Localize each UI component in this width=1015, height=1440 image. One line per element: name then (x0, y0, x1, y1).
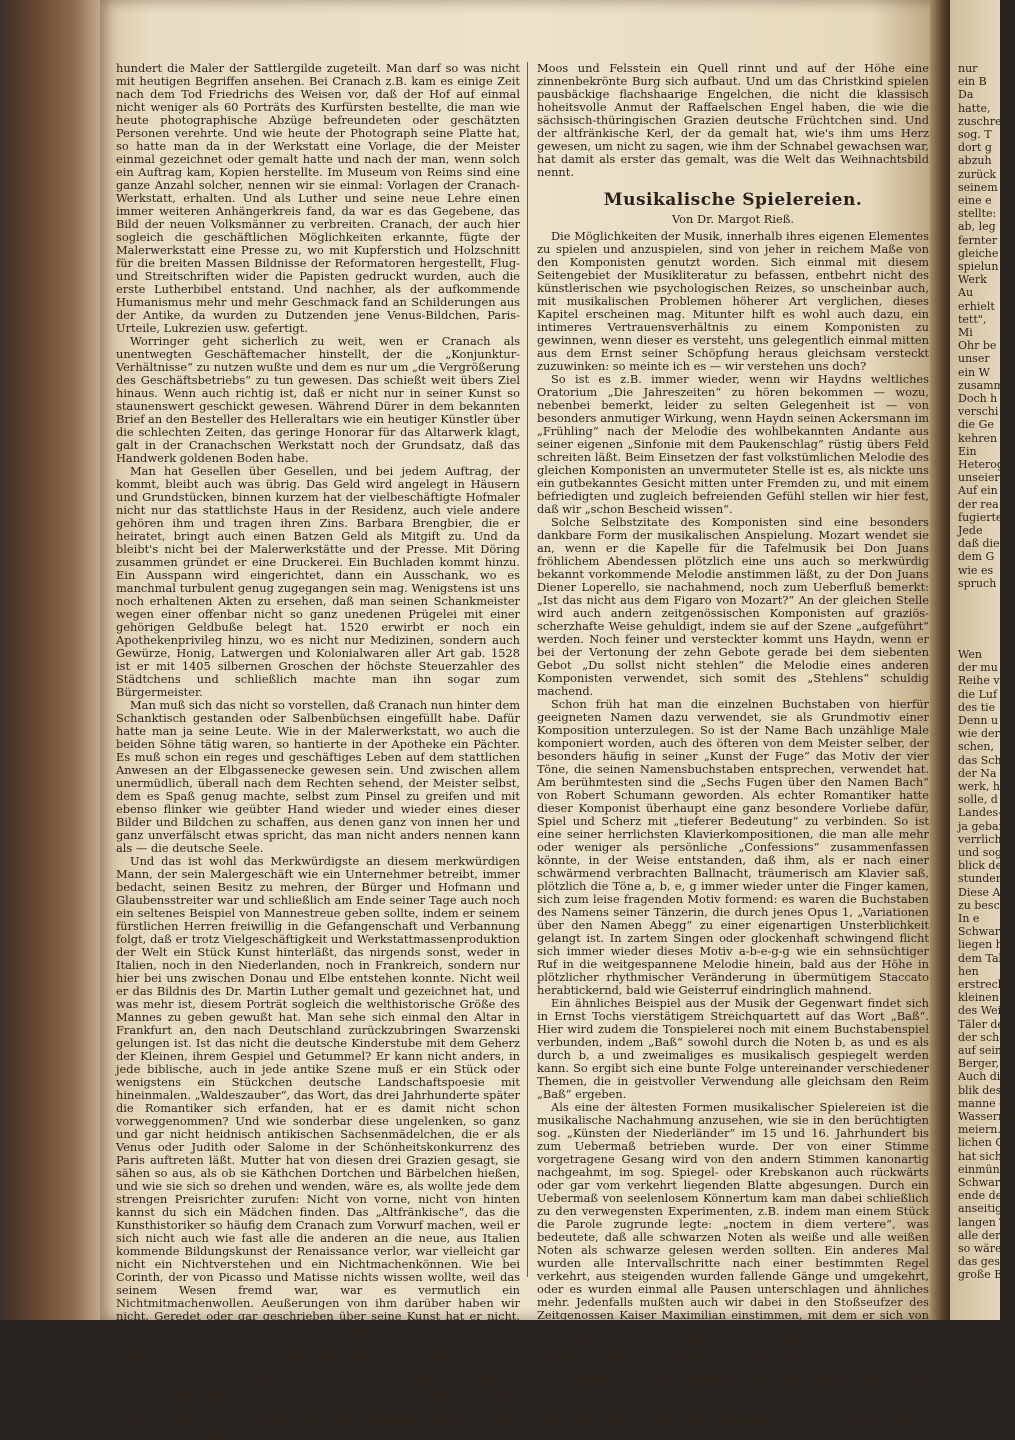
adjacent-page-line: ein B (958, 75, 987, 89)
adjacent-page-line: Mi (958, 326, 973, 339)
adjacent-page-line: daß die (958, 537, 1000, 551)
adjacent-page-line: Heterog (958, 458, 1004, 471)
paragraph: So ist es z.B. immer wieder, wenn wir Haydns weltliches Oratorium „Die Jahreszeiten“ zu hören bekommen — wozu, nebenbei bemerkt, leider zu selten Gelegenheit ist — von besonders anmutiger Wirkung, wenn Haydn seinen Ackersmann im „Frühling“ nach der Melodie des wohlbekannten Andante aus seiner eigenen „Sinfonie mit dem Paukenschlag“ rüstig übers Feld schreiten läßt. Beim Einsetzen der fast volkstümlichen Melodie des gleichen Komponisten an unvermuteter Stelle ist es, als nickte uns ein gutbekanntes Gesicht mitten unter Fremden zu, und mit einem befriedigten und zugleich befreienden Gefühl stellen wir hier fest, daß wir „schon Bescheid wissen“. (537, 372, 929, 516)
adjacent-page-line: meiern. (958, 1123, 1001, 1137)
adjacent-page-line: abzuh (958, 154, 992, 168)
adjacent-page-line: wie der (958, 727, 1000, 741)
adjacent-page-line: unser (958, 352, 990, 366)
adjacent-page-line: stunden (958, 872, 1003, 886)
paragraph: Schon früh hat man die einzelnen Buchstaben von hierfür geeigneten Namen dazu verwendet, sie als Grundmotiv einer Komposition unterzulegen. So ist der Name Bach unzählige Male komponiert worden, auch des öfteren von dem Meister selber, der besonders häufig in seiner „Kunst der Fuge“ das Motiv der vier Töne, die seinen Namensbuchstaben entsprechen, verwendet hat. Am berühmtesten sind die „Sechs Fugen über den Namen Bach“ von Robert Schumann geworden. Als echter Romantiker hatte dieser Komponist überhaupt eine ganz besondere Vorliebe dafür, Spiel und Scherz mit „tieferer Bedeutung“ zu verbinden. So ist eine seiner herrlichsten Klavierkompositionen, die man alle mehr oder weniger als persönliche „Confessions“ zusammenfassen könnte, in der Weise entstanden, daß ihm, als er nach einer schwärmend verbrachten Ballnacht, träumerisch am Klavier saß, plötzlich die Töne a, b, e, g immer wieder unter die Finger kamen, sich zum leise fragenden Motiv formend: es waren die Buchstaben des Namens seiner Tänzerin, die durch jenes Opus 1, „Variationen über den Namen Abegg“ zu einer eigenartigen Unsterblichkeit gelangt ist. In zartem Singen oder glockenhaft schwingend flicht sich immer wieder dieses Motiv a-b-e-g-g wie ein sehnsüchtiger Ruf in die weitgespannene Melodie hinein, bald aus der Höhe in plötzlicher rhythmischer Veränderung in übermütigem Staccato herabtickernd, bald wie Geisterruf eindringlich mahnend. (537, 697, 929, 997)
adjacent-page-line: unseier (958, 471, 1000, 485)
adjacent-page-line: tett", (958, 312, 987, 326)
paragraph: Die Möglichkeiten der Musik, innerhalb ihres eigenen Elementes zu spielen und anzuspielen, sind von jeher in reichem Maße von den Komponisten genutzt worden. Sich einmal mit diesem Seitengebiet der Musikliteratur zu befassen, entbehrt nicht des künstlerischen wie psychologischen Reizes, so unscheinbar auch, mit musikalischen Problemen höherer Art verglichen, dieses Kapitel erscheinen mag. Mitunter hilft es wohl auch dazu, ein intimeres Vertrauensverhältnis zu einem Komponisten zu gewinnen, wenn dieser es versteht, uns gelegentlich einmal mitten aus dem Ernst seiner Schöpfung heraus gleichsam versteckt zuzuwinken: so meinte ich es — wir verstehen uns doch? (537, 229, 929, 373)
adjacent-page-line: lichen C (958, 1136, 1004, 1150)
adjacent-page-line: zu besch (958, 898, 1007, 912)
adjacent-page-line: blick de (958, 859, 1002, 873)
adjacent-page-line: so wäre (958, 1242, 1002, 1255)
adjacent-page-line: Landes- (958, 806, 1002, 820)
adjacent-page-line: zusamm (958, 378, 1004, 392)
adjacent-page-line: fernter (958, 233, 998, 247)
adjacent-page-line: langen T (958, 1215, 1007, 1229)
adjacent-page-line: der mu (958, 661, 998, 675)
adjacent-page-line: spruch (958, 576, 997, 590)
adjacent-page-line: wie es (958, 563, 994, 577)
adjacent-page-line: Schwarz (958, 925, 1006, 939)
adjacent-page-line: Ohr be (958, 339, 997, 353)
adjacent-page-line: blik des (958, 1083, 1002, 1097)
adjacent-page-line: dem Tal (958, 951, 1003, 965)
adjacent-page-line: Da (958, 88, 974, 102)
column-divider (527, 62, 528, 1277)
adjacent-page-line: des tie (958, 700, 996, 714)
paragraph: Man muß sich das nicht so vorstellen, daß Cranach nun hinter dem Schanktisch gestanden oder Salbenbüchsen eingefüllt habe. Dafür hatte man ja seine Leute. Wie in der Malerwerkstatt, wo auch die beiden Söhne tätig waren, so hantierte in der Apotheke ein Pächter. Es muß schon ein reges und geschäftiges Leben auf dem stattlichen Anwesen an der Elbgassenecke gewesen sein. Und zwischen allem unermüdlich, überall nach dem Rechten sehend, der Meister selbst, dem es Spaß genug machte, selbst zum Pinsel zu greifen und mit ebenso flinker wie geübter Hand wieder und wieder eines dieser Bilder und Bildchen zu schaffen, aus denen ganz von innen her und ganz unverfälscht etwas spricht, das man nicht anders nennen kann als — die deutsche Seele. (116, 698, 520, 855)
paragraph: Solche Selbstzitate des Komponisten sind eine besonders dankbare Form der musikalischen Anspielung. Mozart wendet sie an, wenn er die Kapelle für die Tafelmusik bei Don Juans fröhlichem Abendessen plötzlich eine uns auch so merkwürdig bekannt vorkommende Melodie anstimmen läßt, zu der Don Juans Diener Loperello, sie nachahmend, noch zum Ueberfluß bemerkt: „Ist das nicht aus dem Figaro von Mozart?“ An der gleichen Stelle wird auch andern zeitgenössischen Komponisten auf graziös-scherzhafte Weise gehuldigt, indem sie auf der Szene „aufgeführt“ werden. Noch feiner und versteckter kommt uns Haydn, wenn er bei der Vertonung der zehn Gebote gerade bei dem siebenten Gebot „Du sollst nicht stehlen“ die Melodie eines anderen Komponisten verwendet, sich somit des „Stehlens“ schuldig machend. (537, 515, 929, 698)
adjacent-page-line: schen, (958, 740, 994, 754)
adjacent-page-line: Doch h (958, 392, 998, 405)
adjacent-page-line: auf sein (958, 1044, 1002, 1057)
adjacent-page-line: dort g (958, 141, 992, 155)
adjacent-page-line: Berger, (958, 1057, 999, 1071)
paragraph: Und das ist wohl das Merkwürdigste an diesem merkwürdigen Mann, der sein Malergeschäft wie ein Unternehmer betreibt, immer bedacht, seinen Besitz zu mehren, der Bürger und Hofmann und Glaubensstreiter war und schließlich am Ende seiner Tage auch noch ein seltenes Beispiel von Mannestreue geben sollte, indem er seinem fürstlichen Herren freiwillig in die Gefangenschaft und Verbannung folgt, daß er trotz Vielgeschäftigkeit und Werkstattmassenproduktion der Welt ein Stück Kunst hinterläßt, das nirgends sonst, weder in Italien, noch in den Niederlanden, noch in Frankreich, sondern nur hier bei uns zwischen Donau und Elbe entstehen konnte. Nicht weil er das Bildnis des Dr. Martin Luther gemalt und gezeichnet hat, und was mehr ist, diesem Porträt sogleich die welthistorische Größe des Mannes zu geben gewußt hat. Man sehe sich einmal den Altar in Frankfurt an, den nach Deutschland zurückzubringen Swarzenski gelungen ist. Ist das nicht die deutsche Kinderstube mit dem Geherz der Kleinen, ihrem Gespiel und Getummel? Er kann nicht anders, in jede biblische, auch in jede antike Szene muß er ein Stück oder wenigstens ein Stückchen deutsche Landschaftspoesie mit hineinmalen. „Waldeszauber“, das Wort, das drei Jahrhunderte später die Romantiker sich erfanden, hat er es damit nicht schon vorweggenommen? Und wie sonderbar diese ungelenken, so ganz und gar nicht heidnisch antikischen Sachsenmädelchen, die er als Venus oder Judith oder Salome in der Schönheitskonkurrenz des Paris auftreten läßt. Mutter hat von diesen drei Grazien gesagt, sie sähen so aus, als ob sie Käthchen Dortchen und Bärbelchen hießen, und wie sie sich so drehen und wenden, wäre es, als wollte jede dem strengen Preisrichter zurufen: Nicht von vorne, nicht von hinten kannst du sich ein Mädchen finden. Das „Altfränkische“, das die Kunsthistoriker so häufig dem Cranach zum Vorwurf machen, weil er sich nicht auch wie fast alle die anderen an die neue, aus Italien kommende Bildungskunst der Renaissance verlor, war vielleicht gar nicht ein Nichtverstehen und ein Nichtmachenkönnen. Wie bei Corinth, der von Picasso und Matisse nichts wissen wollte, weil das seinem Wesen fremd war, war es vermutlich ein Nichtmitmachenwollen. Aeußerungen von ihm darüber haben wir nicht. Geredet oder gar geschrieben über seine Kunst hat er nicht. Aber sieht man sein Werk, so will es einem scheinen, als ob er, der stattliche Mann, der so fest und sicher in seiner Welt drin stand, mitunter bei sich gedacht habe: „Mag sein, daß es etwas Großes ist um die Schönheit, die die Italiener jetzt wieder gefunden haben, aber für mich ist das nichts. Mich muß man schon so verbrauchen, wie ich nun mal gewachsen bin.“ Und dann hat er die mit dem hl. Joseph nach Aegypten fliehende Gottesmutter nicht im Wüstensand unter Palmen ruhen lassen, sondern unter einer Weihnachtstanne an einem Hang, wo zwischen (116, 854, 520, 1440)
adjacent-page-line: Schwarz (958, 1176, 1006, 1189)
adjacent-page-line: Wassermu (958, 1110, 1015, 1123)
adjacent-page-line: spielun (958, 260, 999, 273)
adjacent-page-line: Reihe v (958, 674, 1000, 688)
adjacent-page-line: Au (958, 286, 974, 300)
adjacent-page-line: Ein (958, 444, 977, 458)
adjacent-page-line: nur (958, 62, 978, 75)
adjacent-page-line: die Ge (958, 418, 994, 432)
adjacent-page-line: der Na (958, 766, 997, 780)
adjacent-page-line: das Sch (958, 753, 1002, 767)
paragraph: hundert die Maler der Sattlergilde zugeteilt. Man darf so was nicht mit heutigen Begriffen ansehen. Bei Cranach z.B. kam es einige Zeit nach dem Tod Friedrichs des Weisen vor, daß der Hof auf einmal nicht weniger als 60 Porträts des Kurfürsten bestellte, die man wie heute photographische Abzüge befreundeten oder geschätzten Personen verehrte. Und wie heute der Photograph seine Platte hat, so hatte man da in der Werkstatt eine Vorlage, die der Meister einmal gezeichnet oder gemalt hatte und nach der man, wenn solch ein Auftrag kam, Kopien herstellte. Im Museum von Reims sind eine ganze Anzahl solcher, nennen wir sie einmal: Vorlagen der Cranach-Werkstatt, erhalten. Und als Luther und seine neue Lehre einen immer weiteren Anhängerkreis fand, da war es das Gegebene, das Bild der neuen Volksmänner zu verbreiten. Cranach, der auch hier sogleich die geschäftlichen Möglichkeiten erkannte, fügte der Malerwerkstatt eine Presse zu, wo mit Kupferstich und Holzschnitt für die breiten Massen Bildnisse der Reformatoren hergestellt, Flug- und Streitschriften wider die Papisten gedruckt wurden, auch die erste Lutherbibel entstand. Und nachher, als der aufkommende Humanismus mehr und mehr Geschmack fand an Schilderungen aus der Antike, da wurden zu Dutzenden jene Venus-Bildchen, Paris-Urteile, Lukrezien usw. gefertigt. (116, 61, 520, 335)
adjacent-page-line: hat sich (958, 1149, 1002, 1163)
adjacent-page-line: dem G (958, 550, 995, 564)
adjacent-page-line: stellte: (958, 207, 997, 221)
adjacent-page-line: einmünde (958, 1162, 1014, 1176)
adjacent-page-line: ja gebar (958, 819, 1004, 833)
adjacent-page-line: hen (958, 964, 979, 978)
paragraph: Moos und Felsstein ein Quell rinnt und auf der Höhe eine zinnenbekrönte Burg sich aufbaut. Und um das Christkind spielen pausbäckige flachshaarige Engelchen, die nicht die klassisch hoheitsvolle Anmut der Raffaelschen Engel haben, die wie die sächsisch-thüringischen Grazien deutsche Früchtchen sind. Und der altfränkische Kerl, der da gemalt hat, wie's ihm ums Herz gewesen, um nicht zu sagen, wie ihm der Schnabel gewachsen war, hat damit als erster das gemalt, was die Welt das Weihnachtsbild nennt. (537, 61, 929, 179)
adjacent-page-line: verschi (958, 405, 999, 419)
adjacent-page-line: der schon (958, 1030, 1013, 1044)
adjacent-page-line: große Ein (958, 1268, 1013, 1282)
adjacent-page-line: eine e (958, 194, 992, 207)
adjacent-page-line: Werk (958, 273, 987, 287)
book-binding (0, 0, 105, 1320)
adjacent-page-line: Denn u (958, 714, 999, 727)
adjacent-page-line: anseitig, (958, 1202, 1006, 1216)
paragraph: Einen rückwärts zu lesenden Kanon für drei Stimmen hat selbst noch Haydn als professionellen kontrapunktischen Kunststück der Universität Oxford zum Dank für seine Ernennung zum Doctor honoris causa gesandt. Ueberhaupt kommen wir bei den verschiedensten Arten der musikalischen Spielereien immer wieder auf Haydn, dessen frohe Laune — die freilich (537, 1360, 929, 1439)
adjacent-page-line: gleiche (958, 246, 999, 260)
adjacent-page-line: ende des (958, 1189, 1008, 1203)
paragraph: Ein ähnliches Beispiel aus der Musik der Gegenwart findet sich in Ernst Tochs vierstätigem Streichquartett auf das Wort „Baß“. Hier wird zudem die Tonspielerei noch mit einem Buchstabenspiel verbunden, indem „Baß“ sowohl durch die Noten b, as und es als durch b, a und zweimaliges es musikalisch gespiegelt werden kann. So ergibt sich eine bunte Folge untereinander verschiedener Themen, die in geistvoller Verwendung alle gleichsam den Reim „Baß“ ergeben. (537, 996, 929, 1101)
adjacent-page-line: und sog (958, 846, 1003, 859)
paragraph: Worringer geht sicherlich zu weit, wen er Cranach als unentwegten Geschäftemacher hinstellt, der die „Konjunktur-Verhältnisse“ zu nutzen wußte und dem es nur um „die Vergrößerung des Geschäftsbetriebs“ zu tun gewesen. Das schießt weit übers Ziel hinaus. Wenn auch richtig ist, daß er nicht nur in seiner Kunst so staunenswert geschickt gewesen. Während Dürer in dem bekannten Brief an den Besteller des Helleraltars wie ein heutiger Künstler über die schlechten Zeiten, das geringe Honorar für das Altarwerk klagt, galt in der Cranachschen Werkstatt noch der Grundsatz, daß das Handwerk goldenen Boden habe. (116, 334, 520, 465)
adjacent-page-line: In e (958, 912, 980, 925)
adjacent-page-line: seinem (958, 180, 998, 194)
adjacent-page-line: alle der (958, 1228, 1001, 1242)
paragraph: Man hat Gesellen über Gesellen, und bei jedem Auftrag, der kommt, bleibt auch was übrig. Das Geld wird angelegt in Häusern und Grundstücken, binnen kurzem hat der vielbeschäftigte Hofmaler nicht nur das stattlichste Haus in der Residenz, auch viele andere gehören ihm und tragen ihren Zins. Barbara Brengbier, die er heiratet, bringt auch einen Batzen Geld als Mitgift zu. Und da bleibt's nicht bei der Malerwerkstätte und der Presse. Mit Döring zusammen gründet er eine Druckerei. Ein Buchladen kommt hinzu. Ein Ausspann wird eingerichtet, dann ein Ausschank, wo es manchmal turbulent genug zugegangen sein mag. Wenigstens ist uns noch erhaltenen Akten zu ersehen, daß man seinen Schankmeister wegen einer offenbar nicht so ganz unedenen Prügelei mit einer gehörigen Geldbuße belegt hat. 1520 erwirbt er noch ein Apothekenprivileg hinzu, wo es nicht nur Medizinen, sondern auch Gewürze, Honig, Latwergen und Kolonialwaren aller Art gab. 1528 ist er mit 1405 silbernen Groschen der höchste Steuerzahler des Städtchens und schließlich machte man ihn sogar zum Bürgermeister. (116, 464, 520, 699)
adjacent-page-line: der rea (958, 497, 999, 511)
adjacent-page-line: zurück (958, 167, 997, 181)
adjacent-page-line: ein W (958, 365, 990, 379)
page-gutter (930, 0, 952, 1320)
paragraph: Als eine der ältesten Formen musikalischer Spielereien ist die musikalische Nachahmung anzusehen, wie sie in den berüchtigten sog. „Künsten der Niederländer“ im 15 und 16. Jahrhundert bis zum Uebermaß betrieben wurde. Der von einer Stimme vorgetragene Gesang wird von den andern Stimmen kanonartig nachgeahmt, im sog. Spiegel- oder Krebskanon auch rückwärts oder gar vom verkehrt liegenden Blatte abgesungen. Durch ein Uebermaß von seelenlosem Könnertum kam man dabei schließlich zu den verwegensten Experimenten, z.B. indem man einem Stück die Parole zugrunde legte: „noctem in diem vertere“, was bedeutete, daß alle schwarzen Noten als weiße und alle weißen Noten als schwarze gelesen werden sollten. Ein anderes Mal wurden alle Intervallschritte nach einer bestimmten Regel verkehrt, aus steigenden wurden fallende Gänge und umgekehrt, oder es wurden einmal alle Pausen unterschlagen und ähnliches mehr. Jedenfalls mußten auch wir dabei in den Stoßseufzer des Zeitgenossen Kaiser Maximilian einstimmen, mit dem er sich von diesen übertriebenen Spielereien der Komponisten ermüdet abwendet: „Sie lesen anders denn geschrieben, sie singen anders, denn genotieret, sie reden anders, denn ihnen ums Herz.“ (537, 1100, 929, 1361)
adjacent-page-line: Wen (958, 648, 983, 661)
adjacent-page-line: kleinen (958, 991, 999, 1005)
right-column (537, 61, 929, 1439)
adjacent-page-line: werk, h (958, 780, 1000, 793)
adjacent-page-line: Täler de (958, 1017, 1004, 1031)
left-column (116, 61, 520, 1440)
adjacent-page-line: zuschre (958, 114, 1002, 128)
adjacent-page-line: Auf ein (958, 484, 998, 498)
article-byline: Von Dr. Margot Rieß. (672, 212, 794, 226)
adjacent-page-edge (950, 0, 1015, 1320)
adjacent-page-line: kehren (958, 431, 998, 445)
adjacent-page-line: Diese A (958, 885, 1001, 899)
adjacent-page-line: hatte, (958, 101, 991, 115)
adjacent-page-line: erstreckt (958, 978, 1009, 991)
adjacent-page-line: ab, leg (958, 220, 996, 234)
adjacent-page-line: erhielt (958, 299, 995, 313)
adjacent-page-line: verrlich (958, 832, 1002, 846)
adjacent-page-line: liegen h (958, 938, 1003, 952)
adjacent-page-line: des Wei (958, 1004, 1002, 1018)
adjacent-page-line: sog. T (958, 128, 992, 141)
adjacent-page-line: manne d (958, 1096, 1007, 1110)
adjacent-page-line: das gespe (958, 1255, 1014, 1269)
article-title: Musikalische Spielereien. (603, 190, 863, 210)
adjacent-page-line: Auch die (958, 1070, 1007, 1084)
adjacent-page-line: die Luf (958, 687, 998, 701)
adjacent-page-line: fugierte (958, 510, 1003, 524)
adjacent-page-line: Jede (958, 524, 983, 537)
adjacent-page-line: solle, d (958, 793, 998, 807)
